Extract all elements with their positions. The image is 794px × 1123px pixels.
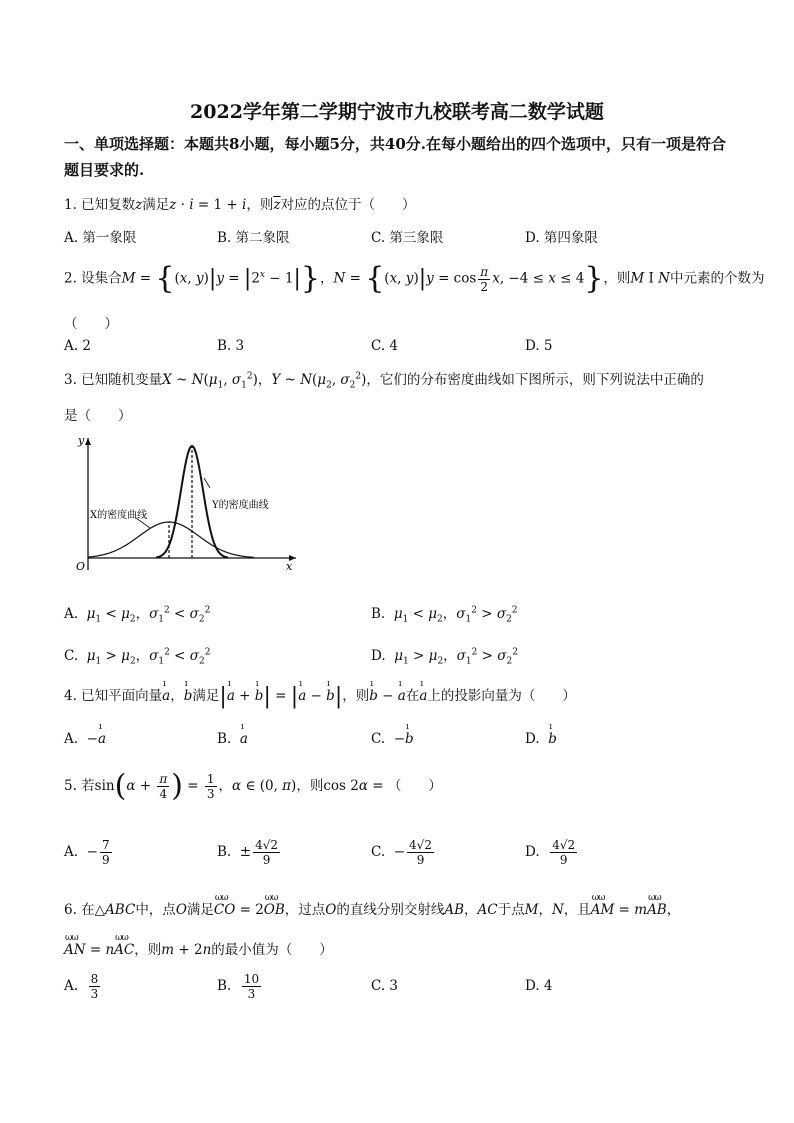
q2-option-d: D. 5: [525, 338, 553, 354]
q6-option-c: C. 3: [371, 978, 399, 994]
q3-option-d: D. $\mu_1 > \mu_2$，$\sigma_1^2 > \sigma_2^2$: [371, 647, 518, 667]
y-axis-label: y: [78, 434, 85, 447]
q6-option-b: B. $\frac{10}{3}$: [217, 972, 260, 1001]
q5-option-d: D. $\frac{4√2}{9}$: [525, 838, 576, 867]
question-5-stem: 5. 若sin(α + $\frac{\pi}{4}$ ) = $\frac{1}{3}$ ，α ∈ (0, π)，则cos 2α = （ ）: [64, 768, 442, 804]
q6-option-a: A. $\frac{8}{3}$: [64, 972, 99, 1001]
q4-option-c: C. − ı b: [371, 722, 414, 747]
q5-option-a: A. − $\frac{7}{9}$: [64, 838, 110, 867]
q1-option-c: C. 第三象限: [371, 230, 444, 246]
q3-option-c: C. $\mu_1 > \mu_2$，$\sigma_1^2 < \sigma_2^2$: [64, 647, 211, 667]
q4-option-b: B. ı a: [217, 722, 248, 747]
q4-option-d: D. ı b: [525, 722, 557, 747]
y-axis-arrow: [85, 438, 91, 445]
origin-label: O: [76, 560, 86, 573]
question-6-stem: 6. 在△ABC中，点O满足 ωω CO = 2 ωω OB，过点O的直线分别交射线AB，AC于点M，N，且 ωω AM = m ωω AB，: [64, 893, 681, 918]
q6-stem-line2: ωω AN = n ωω AC，则m + 2n的最小值为（ ）: [64, 933, 333, 958]
question-4-stem: 4. 已知平面向量 ı a， ı b满足| ı a + ı b| = | ı a − ı b|，则 ı b − ı a在 ı a上的投影向量为（ ）: [64, 679, 576, 709]
q1-option-a: A. 第一象限: [64, 230, 137, 246]
q6-option-d: D. 4: [525, 978, 553, 994]
q2-option-c: C. 4: [371, 338, 399, 354]
page-title: 2022学年第二学期宁波市九校联考高二数学试题: [190, 101, 604, 123]
q3-option-b: B. $\mu_1 < \mu_2$，$\sigma_1^2 > \sigma_2^2$: [371, 605, 518, 625]
q2-option-a: A. 2: [64, 338, 91, 354]
q2-option-b: B. 3: [217, 338, 245, 354]
y-curve-label: Y的密度曲线: [212, 500, 269, 511]
x-curve-label: X的密度曲线: [90, 510, 148, 521]
x-axis-label: x: [286, 560, 293, 573]
q2-paren: （ ）: [64, 316, 118, 332]
q3-option-a: A. $\mu_1 < \mu_2$，$\sigma_1^2 < \sigma_2^2$: [64, 605, 211, 625]
question-2-stem: 2. 设集合M = {(x, $y)|y = |2^x - 1|$}，N = {(x, y)|y = cos $\frac{\pi}{2}$ x, −4 ≤ x ≤ 4}，则M I N中元素的个数为: [64, 261, 765, 296]
q4-option-a: A. − ı a: [64, 722, 107, 747]
q1-option-d: D. 第四象限: [525, 230, 598, 246]
q5-option-b: B. ± $\frac{4√2}{9}$: [217, 838, 279, 867]
density-curves-figure: [64, 432, 304, 578]
question-3-stem: 3. 已知随机变量X ~ $N(\mu_1$, $\sigma_1^2$)，Y ~ $N(\mu_2$, $\sigma_2^2$)，它们的分布密度曲线如下图所示，则下列说法中正确的: [64, 371, 704, 391]
q3-stem-tail: 是（ ）: [64, 408, 132, 424]
y-label-leader: [204, 478, 210, 488]
section-heading: 一、单项选择题：本题共8小题，每小题5分，共40分.在每小题给出的四个选项中，只有一项是符合题目要求的.: [64, 135, 726, 179]
question-1-stem: 1. 已知复数z满足z · i = 1 + i，则$\overline{z}$对应的点位于（ ）: [64, 197, 416, 213]
q5-option-c: C. − $\frac{4√2}{9}$: [371, 838, 432, 867]
q1-option-b: B. 第二象限: [217, 230, 290, 246]
